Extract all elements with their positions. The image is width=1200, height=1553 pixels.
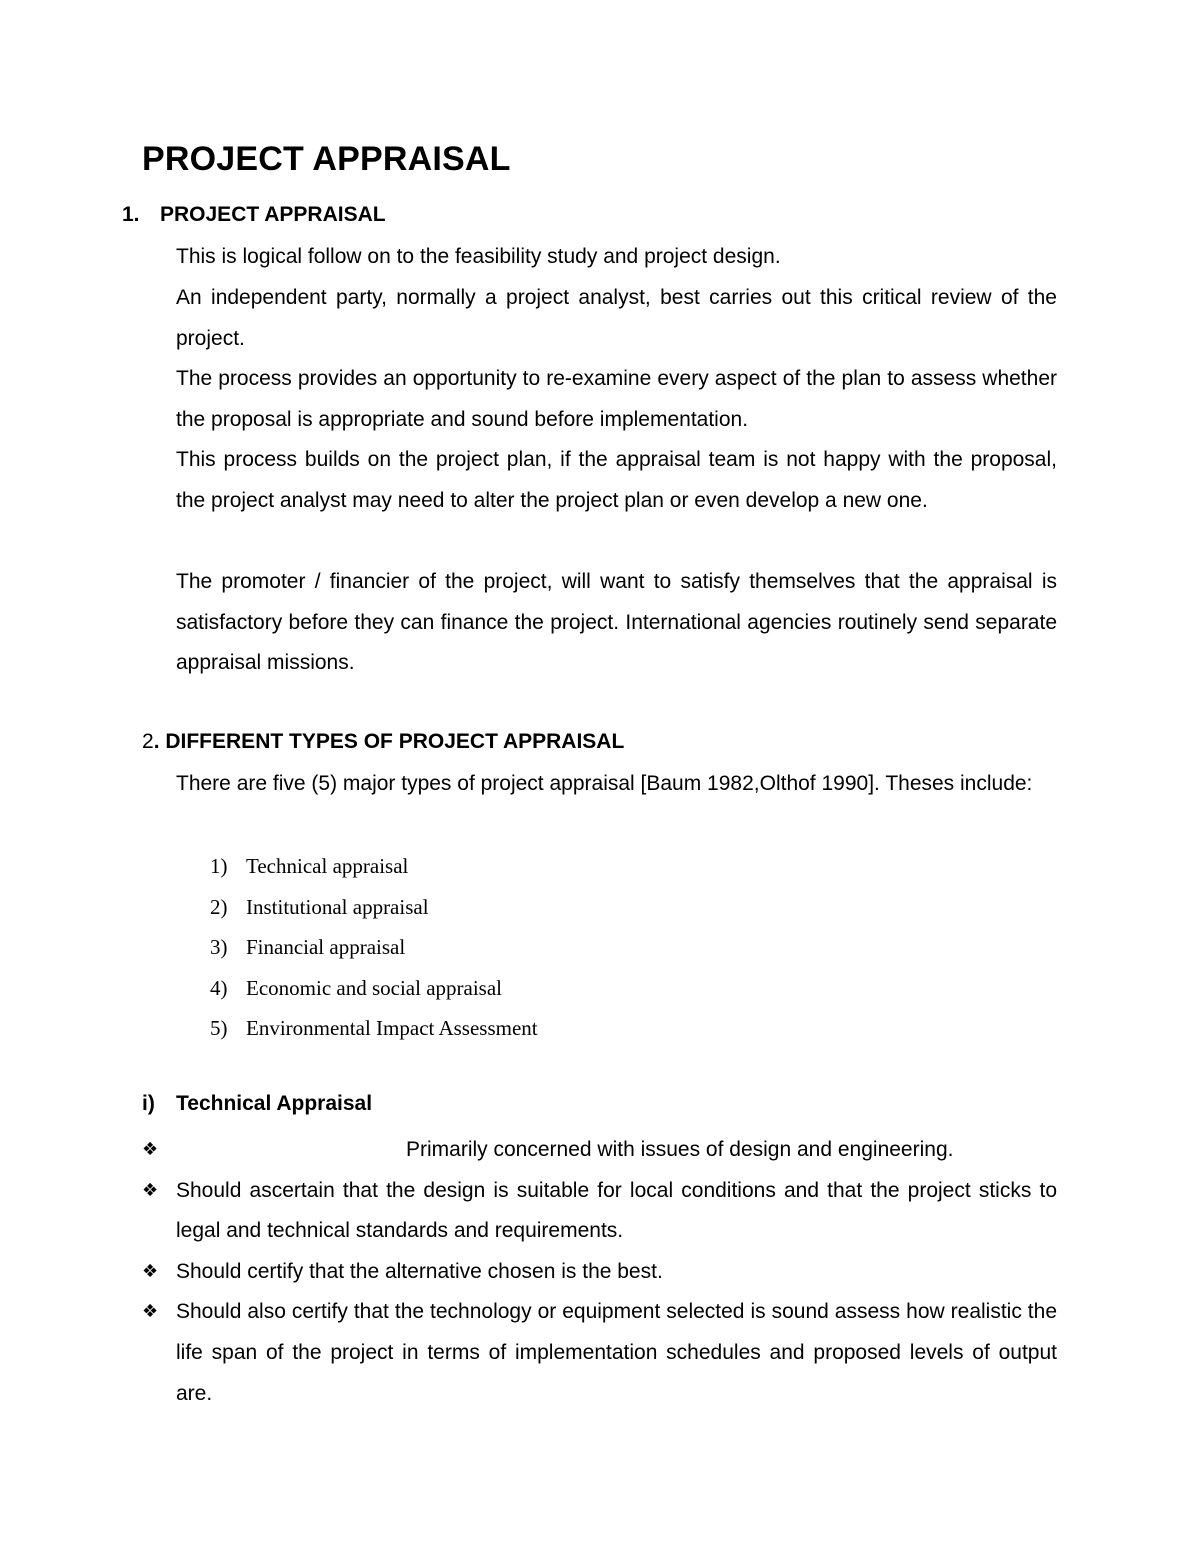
section-1-paragraph: This is logical follow on to the feasibility study and project design. [176, 245, 781, 268]
list-item [210, 1008, 538, 1049]
diamond-bullet-icon: ❖ [142, 1301, 159, 1323]
list-item-label: Economic and social appraisal [246, 975, 502, 1000]
technical-appraisal-heading [142, 1092, 372, 1116]
section-2-heading [142, 730, 624, 754]
list-item-number: 2) [210, 894, 228, 919]
section-1-heading: PROJECT APPRAISAL [160, 203, 386, 226]
diamond-bullet-icon: ❖ [142, 1139, 159, 1160]
section-2-intro: There are five (5) major types of project appraisal [Baum 1982,Olthof 1990]. Theses include: [176, 772, 1033, 795]
list-item-label: Institutional appraisal [246, 894, 429, 919]
diamond-bullet-icon: ❖ [142, 1179, 159, 1201]
section-1-paragraph: The process provides an opportunity to re-examine every aspect of the plan to assess whether the proposal is appropriate and sound before implementation. [176, 367, 1057, 431]
list-item-label: Financial appraisal [246, 935, 406, 960]
list-item-number: 4) [210, 975, 228, 1000]
list-item [142, 1171, 1057, 1252]
section-2-number: 2 [142, 730, 154, 753]
page-title: PROJECT APPRAISAL [142, 140, 511, 178]
list-item [142, 1130, 1057, 1171]
bullet-text: Should also certify that the technology or equipment selected is sound assess how realistic the life span of the project in terms of implementation schedules and proposed levels of output are. [176, 1300, 1057, 1405]
bullet-text: Should certify that the alternative chosen is the best. [176, 1259, 663, 1283]
list-item [210, 887, 538, 928]
list-item [210, 927, 538, 968]
section-1-paragraph: An independent party, normally a project analyst, best carries out this critical review of the project. [176, 286, 1057, 350]
list-item-number: 5) [210, 1016, 228, 1041]
section-1-number: 1. [122, 203, 140, 226]
list-item-number: 3) [210, 935, 228, 960]
subsection-label: i) [142, 1092, 155, 1115]
list-item-label: Technical appraisal [246, 854, 409, 878]
list-item-number: 1) [210, 854, 228, 878]
list-item-label: Environmental Impact Assessment [246, 1016, 538, 1041]
section-1-paragraph: This process builds on the project plan, if the appraisal team is not happy with the proposal, the project analyst may need to alter the project plan or even develop a new one. [176, 448, 1057, 512]
section-1-paragraph: The promoter / financier of the project, will want to satisfy themselves that the appraisal is satisfactory before they can finance the project. International agencies routinely send separate appraisal missions. [176, 570, 1057, 675]
section-2-title: . DIFFERENT TYPES OF PROJECT APPRAISAL [153, 730, 625, 753]
subsection-title: Technical Appraisal [176, 1092, 373, 1115]
appraisal-types-list [210, 846, 538, 1049]
technical-appraisal-bullets [142, 1130, 1057, 1414]
list-item [210, 846, 538, 887]
list-item [210, 968, 538, 1009]
list-item [142, 1292, 1057, 1414]
bullet-text: Should ascertain that the design is suitable for local conditions and that the project sticks to legal and technical standards and requirements. [176, 1178, 1057, 1243]
bullet-text: Primarily concerned with issues of design and engineering. [406, 1138, 954, 1161]
list-item [142, 1252, 1057, 1293]
diamond-bullet-icon: ❖ [142, 1260, 159, 1282]
